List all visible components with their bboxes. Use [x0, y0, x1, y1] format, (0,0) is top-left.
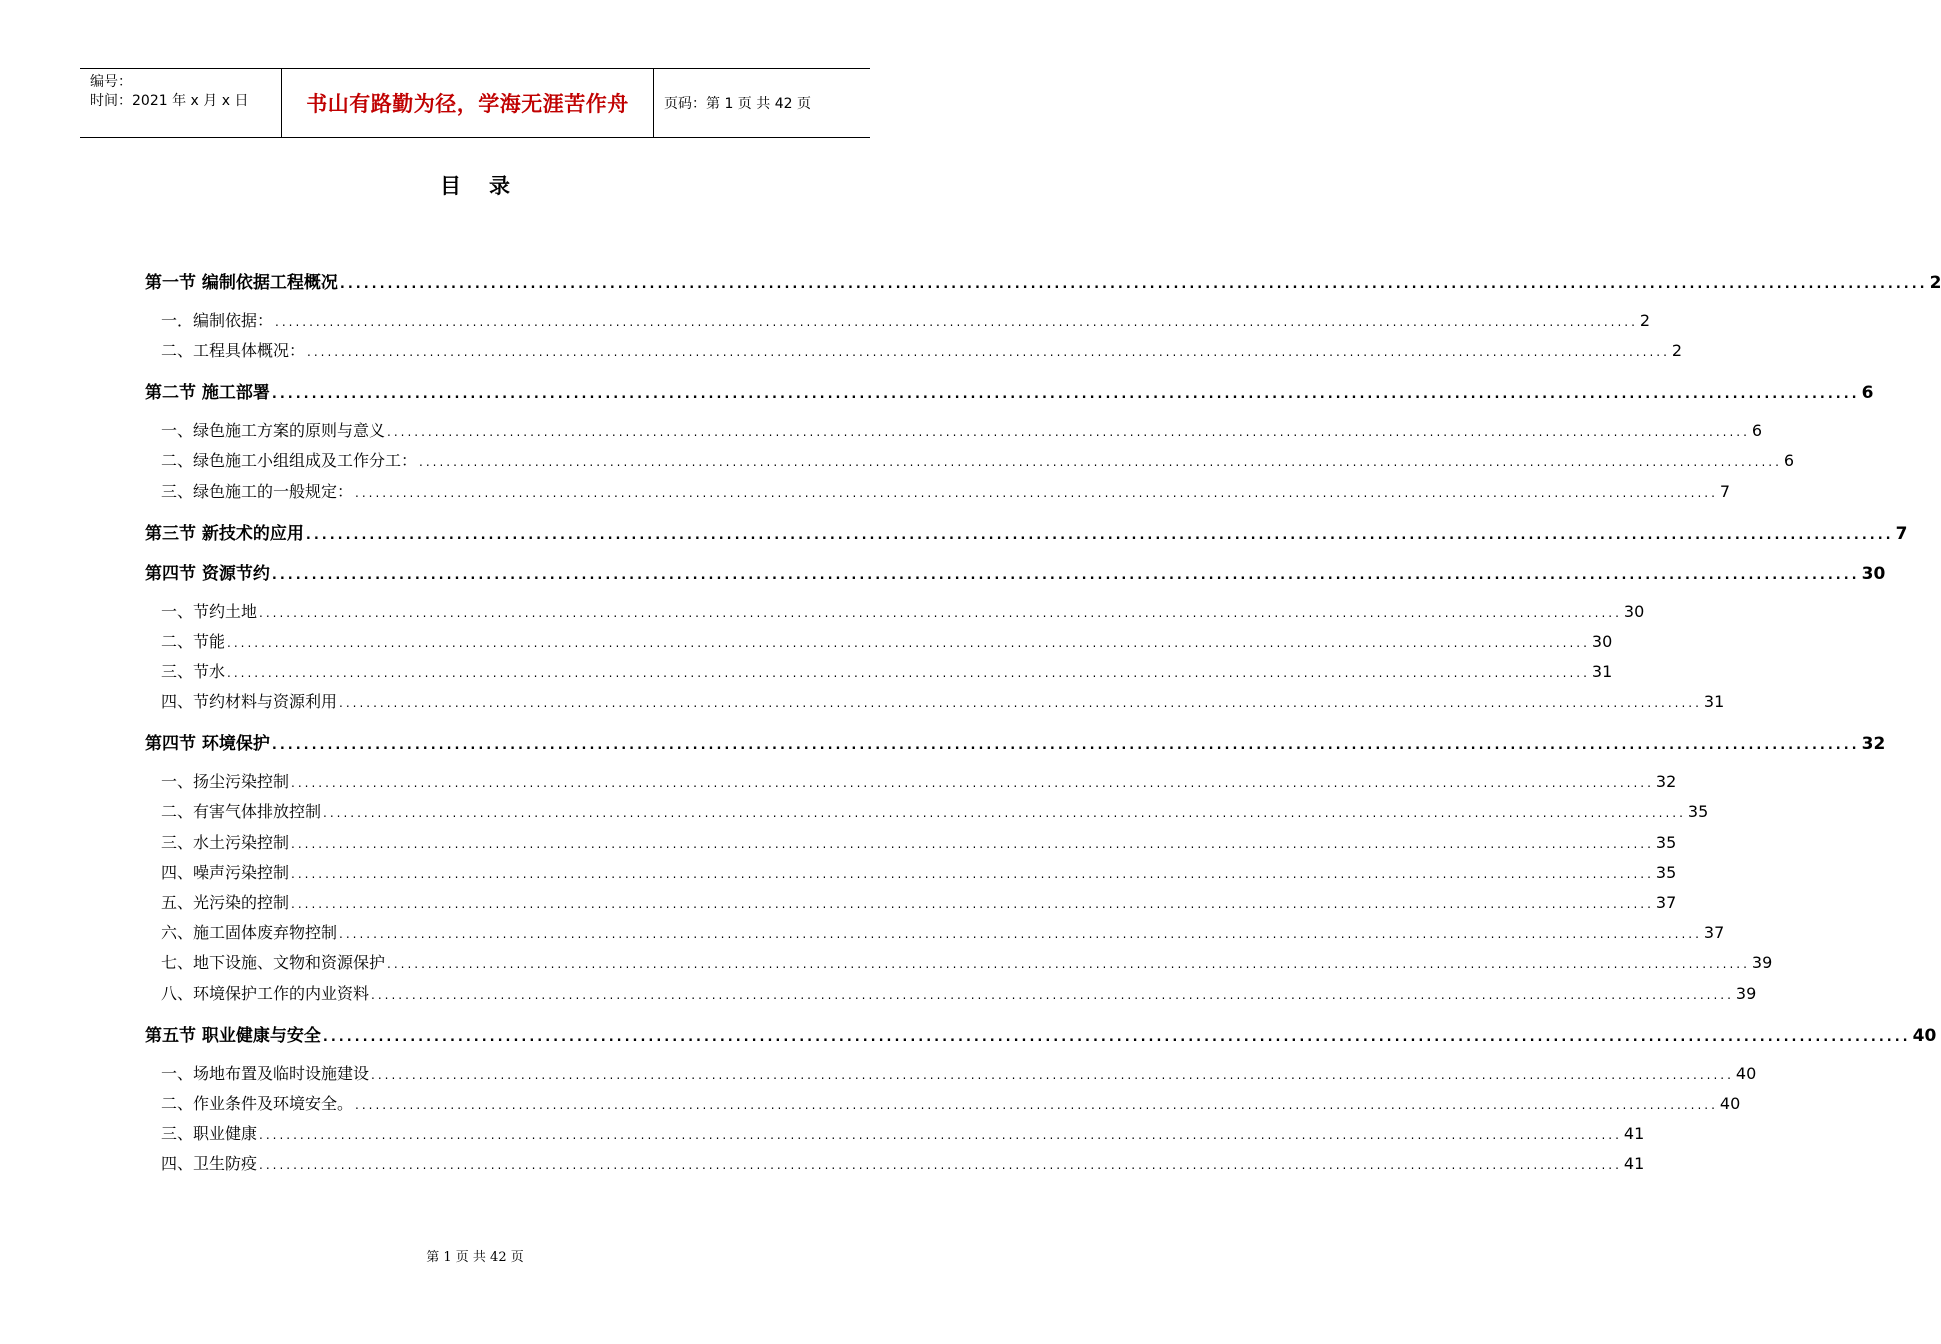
toc-subsection-entry[interactable] — [145, 599, 1645, 623]
toc-subsection-entry[interactable] — [145, 479, 1731, 503]
toc-leader-dots: ........................................................................................................................................................................................................ — [339, 277, 1928, 292]
toc-subsection-entry[interactable] — [145, 1061, 1757, 1085]
toc-page-number: 2 — [1639, 311, 1651, 330]
toc-subsection-entry[interactable] — [145, 860, 1677, 884]
toc-subsection-entry[interactable] — [145, 769, 1677, 793]
toc-leader-dots: ........................................................................................................................................................................................................ — [259, 605, 1622, 620]
toc-entry-label: 第二节 施工部署 — [145, 383, 270, 404]
toc-leader-dots: ........................................................................................................................................................................................................ — [291, 866, 1654, 881]
toc-leader-dots: ........................................................................................................................................................................................................ — [355, 1097, 1718, 1112]
toc-subsection-entry[interactable] — [145, 981, 1757, 1005]
toc-page-number: 39 — [1751, 953, 1773, 973]
toc-page-number: 40 — [1719, 1093, 1741, 1113]
toc-leader-dots: ........................................................................................................................................................................................................ — [387, 425, 1750, 440]
toc-entry-label: 第四节 资源节约 — [145, 563, 270, 584]
toc-entry-label: 二、绿色施工小组组成及工作分工： — [161, 451, 418, 471]
toc-page-number: 2 — [1929, 273, 1941, 293]
toc-page-number: 31 — [1591, 662, 1613, 681]
toc-page-number: 6 — [1783, 451, 1795, 471]
toc-leader-dots: ........................................................................................................................................................................................................ — [322, 1029, 1911, 1045]
toc-entry-label: 六、施工固体废弃物控制 — [161, 923, 338, 943]
toc-entry-label: 一、节约土地 — [161, 601, 258, 621]
toc-page-number: 35 — [1687, 802, 1709, 822]
toc-leader-dots: ........................................................................................................................................................................................................ — [323, 806, 1686, 821]
toc-leader-dots: ........................................................................................................................................................................................................ — [339, 927, 1702, 942]
header-motto: 书山有路勤为径，学海无涯苦作舟 — [281, 69, 654, 137]
toc-page-number: 7 — [1719, 481, 1731, 501]
toc-subsection-entry[interactable] — [145, 1091, 1741, 1115]
toc-subsection-entry[interactable] — [145, 338, 1683, 362]
toc-page-number: 6 — [1861, 383, 1874, 404]
toc-leader-dots: ........................................................................................................................................................................................................ — [387, 957, 1750, 972]
toc-leader-dots: ........................................................................................................................................................................................................ — [271, 738, 1860, 754]
toc-entry-label: 三、绿色施工的一般规定： — [161, 481, 354, 501]
toc-entry-label: 第四节 环境保护 — [145, 734, 270, 755]
toc-subsection-entry[interactable] — [145, 308, 1651, 332]
toc-entry-label: 四、卫生防疫 — [161, 1154, 258, 1174]
document-date: 时间：2021 年 x 月 x 日 — [90, 93, 249, 109]
toc-subsection-entry[interactable] — [145, 659, 1613, 683]
toc-leader-dots: ........................................................................................................................................................................................................ — [307, 345, 1670, 360]
toc-page-number: 30 — [1591, 631, 1613, 651]
toc-leader-dots: ........................................................................................................................................................................................................ — [291, 776, 1654, 791]
toc-page-number: 31 — [1703, 692, 1725, 712]
toc-leader-dots: ........................................................................................................................................................................................................ — [227, 666, 1590, 680]
toc-section-entry[interactable] — [145, 1021, 1937, 1046]
toc-page-number: 32 — [1655, 772, 1677, 792]
toc-page-number: 39 — [1735, 983, 1757, 1003]
toc-subsection-entry[interactable] — [145, 920, 1725, 944]
toc-entry-label: 三、节水 — [161, 662, 226, 681]
toc-entry-label: 二、有害气体排放控制 — [161, 802, 322, 822]
toc-page-number: 41 — [1623, 1124, 1645, 1143]
page-header — [80, 68, 870, 138]
toc-page-number: 30 — [1623, 601, 1645, 621]
toc-section-entry[interactable] — [145, 519, 1908, 544]
toc-subsection-entry[interactable] — [145, 1151, 1645, 1175]
toc-leader-dots: ........................................................................................................................................................................................................ — [227, 635, 1590, 650]
toc-entry-label: 第五节 职业健康与安全 — [145, 1025, 321, 1046]
toc-leader-dots: ........................................................................................................................................................................................................ — [259, 1158, 1622, 1173]
toc-section-entry[interactable] — [145, 378, 1874, 404]
toc-leader-dots: ........................................................................................................................................................................................................ — [305, 527, 1894, 543]
toc-entry-label: 一、绿色施工方案的原则与意义 — [161, 421, 386, 441]
toc-entry-label: 一、场地布置及临时设施建设 — [161, 1063, 370, 1083]
toc-section-entry[interactable] — [145, 268, 1941, 293]
toc-subsection-entry[interactable] — [145, 418, 1763, 442]
toc-subsection-entry[interactable] — [145, 448, 1795, 472]
toc-entry-label: 二、工程具体概况： — [161, 341, 306, 361]
toc-entry-label: 一、扬尘污染控制 — [161, 772, 290, 792]
toc-page-number: 37 — [1655, 893, 1677, 912]
toc-leader-dots: ........................................................................................................................................................................................................ — [259, 1128, 1622, 1142]
toc-page-number: 35 — [1655, 832, 1677, 852]
toc-subsection-entry[interactable] — [145, 1121, 1645, 1145]
toc-leader-dots: ........................................................................................................................................................................................................ — [371, 1067, 1734, 1082]
toc-leader-dots: ........................................................................................................................................................................................................ — [291, 836, 1654, 851]
toc-section-entry[interactable] — [145, 559, 1886, 584]
page-footer: 第 1 页 共 42 页 — [426, 1250, 524, 1265]
toc-entry-label: 二、节能 — [161, 631, 226, 651]
toc-entry-label: 三、水土污染控制 — [161, 832, 290, 852]
toc-entry-label: 三、职业健康 — [161, 1124, 258, 1143]
toc-entry-label: 四、噪声污染控制 — [161, 862, 290, 882]
toc-entry-label: 第一节 编制依据工程概况 — [145, 273, 338, 293]
toc-page-number: 40 — [1912, 1025, 1937, 1046]
toc-page-number: 35 — [1655, 862, 1677, 882]
toc-subsection-entry[interactable] — [145, 799, 1709, 823]
toc-title: 目录 — [440, 174, 538, 198]
toc-page-number: 30 — [1861, 563, 1886, 584]
header-meta — [80, 69, 281, 137]
toc-entry-label: 四、节约材料与资源利用 — [161, 692, 338, 712]
toc-subsection-entry[interactable] — [145, 890, 1677, 914]
toc-leader-dots: ........................................................................................................................................................................................................ — [275, 315, 1638, 329]
toc-leader-dots: ........................................................................................................................................................................................................ — [271, 567, 1860, 583]
document-number-label: 编号： — [90, 74, 132, 90]
toc-leader-dots: ........................................................................................................................................................................................................ — [371, 987, 1734, 1002]
toc-page-number: 7 — [1895, 523, 1908, 544]
toc-page-number: 32 — [1861, 734, 1886, 755]
toc-subsection-entry[interactable] — [145, 689, 1725, 713]
toc-section-entry[interactable] — [145, 729, 1886, 755]
toc-page-number: 37 — [1703, 923, 1725, 943]
toc-page-number: 2 — [1671, 341, 1683, 361]
toc-subsection-entry[interactable] — [145, 629, 1613, 653]
header-page-info: 页码：第 1 页 共 42 页 — [664, 96, 811, 112]
toc-entry-label: 五、光污染的控制 — [161, 893, 290, 912]
toc-entry-label: 二、作业条件及环境安全。 — [161, 1093, 354, 1113]
toc-subsection-entry[interactable] — [145, 950, 1773, 974]
toc-leader-dots: ........................................................................................................................................................................................................ — [355, 485, 1718, 500]
toc-entry-label: 一．编制依据： — [161, 311, 274, 330]
toc-entry-label: 八、环境保护工作的内业资料 — [161, 983, 370, 1003]
toc-leader-dots: ........................................................................................................................................................................................................ — [291, 897, 1654, 911]
toc-leader-dots: ........................................................................................................................................................................................................ — [419, 455, 1782, 470]
toc-entry-label: 第三节 新技术的应用 — [145, 523, 304, 544]
toc-page-number: 41 — [1623, 1154, 1645, 1174]
toc-entry-label: 七、地下设施、文物和资源保护 — [161, 953, 386, 973]
toc-page-number: 6 — [1751, 421, 1763, 441]
toc-leader-dots: ........................................................................................................................................................................................................ — [271, 387, 1860, 403]
toc-leader-dots: ........................................................................................................................................................................................................ — [339, 696, 1702, 711]
toc-subsection-entry[interactable] — [145, 830, 1677, 854]
toc-page-number: 40 — [1735, 1063, 1757, 1083]
